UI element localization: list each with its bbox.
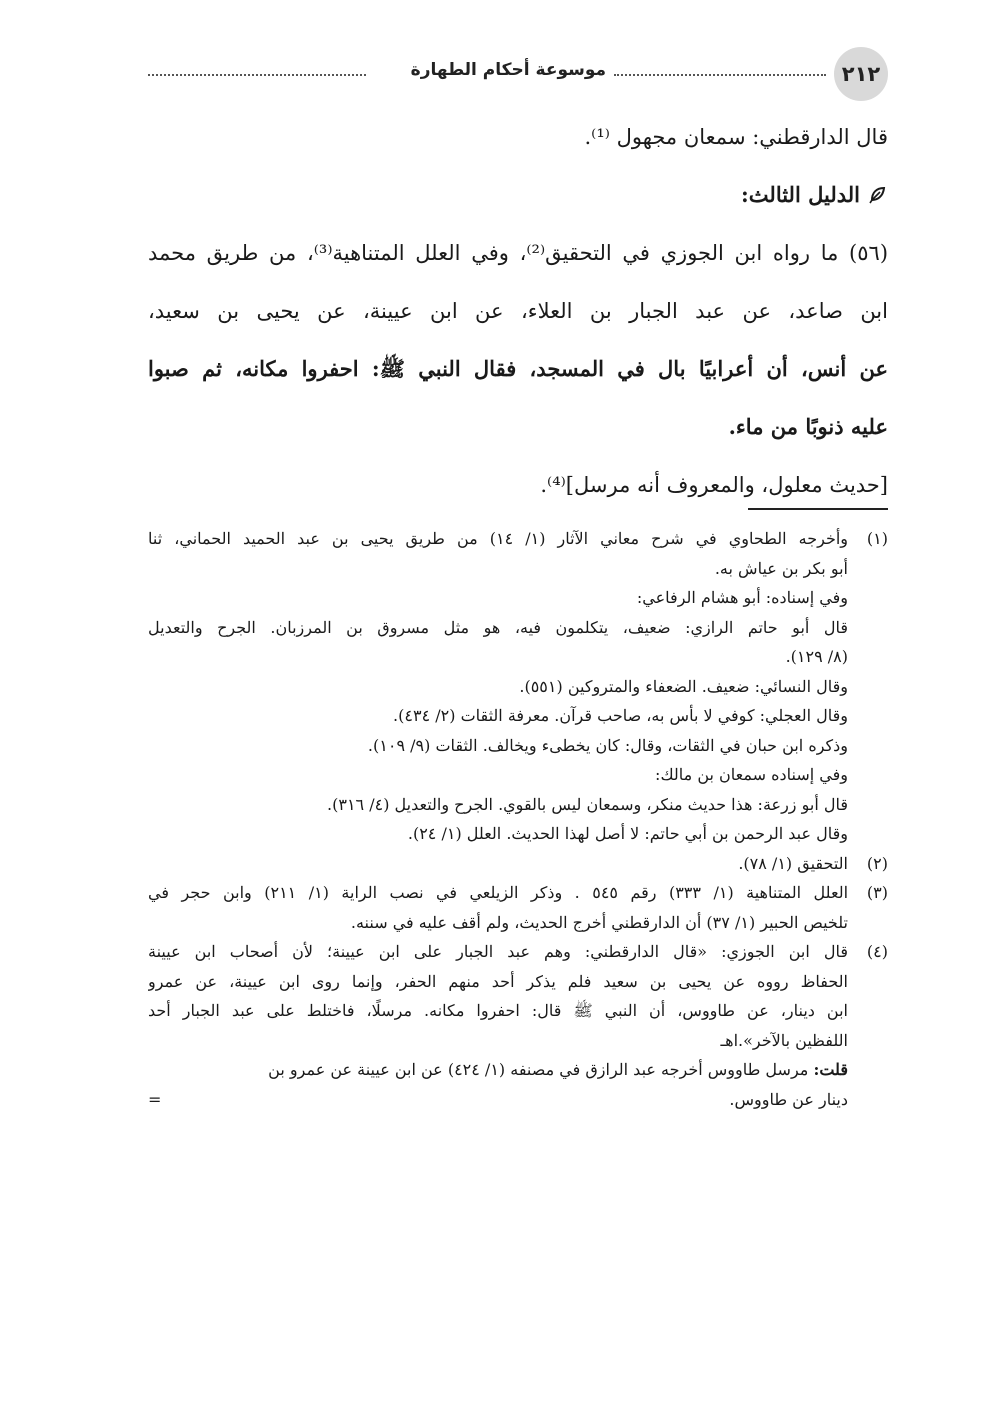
footnote-line <box>148 642 888 672</box>
footnote-text: دينار عن طاووس. <box>729 1089 848 1109</box>
footnote-text: (٨/ ١٢٩). <box>785 647 848 666</box>
footnote-text: الحفاظ رووه عن يحيى بن سعيد فلم يذكر أحد منهم الحفر، وإنما روى ابن عيينة، عن عمرو <box>148 971 848 991</box>
footnote-line <box>148 731 888 761</box>
footnote-text: وقال العجلي: كوفي لا بأس به، صاحب قرآن. معرفة الثقات (٢/ ٤٣٤). <box>393 706 848 725</box>
footnotes <box>148 524 888 1114</box>
footnote-line <box>148 819 888 849</box>
main-text <box>148 108 888 514</box>
footnote-line <box>148 613 888 643</box>
footnote-text <box>148 1055 848 1085</box>
header-dotted-leader-left <box>148 60 366 76</box>
qult-label: قلت: <box>813 1060 848 1079</box>
footnote-separator <box>748 508 888 510</box>
footnote-text: قال أبو حاتم الرازي: ضعيف، يتكلمون فيه، هو مثل مسروق بن المرزبان. الجرح والتعديل <box>148 617 849 637</box>
footnote-text: ابن دينار، عن طاووس، أن النبي ﷺ قال: احفروا مكانه. مرسلًا، فاختلط على عبد الجبار أحد <box>148 1001 849 1020</box>
header-dotted-leader-right <box>614 60 826 76</box>
leaf-ornament-icon <box>868 185 888 205</box>
hadith-text-line: عن أنس، أن أعرابيًا بال في المسجد، فقال النبي ﷺ: احفروا مكانه، ثم صبوا <box>148 356 888 381</box>
footnote-line <box>148 1085 888 1115</box>
footnote-line <box>148 849 888 879</box>
footnote-line <box>148 908 888 938</box>
footnote-number: (٢) <box>866 853 888 873</box>
footnote-text: وذكره ابن حبان في الثقات، وقال: كان يخطىء ويخالف. الثقات (٩/ ١٠٩). <box>367 735 848 755</box>
footnote-line <box>148 554 888 584</box>
running-header-title: موسوعة أحكام الطهارة <box>410 60 606 80</box>
footnote-text: وقال النسائي: ضعيف. الضعفاء والمتروكين (٥٥١). <box>519 676 848 696</box>
footnote-line <box>148 1026 888 1056</box>
footnote-text: قال ابن الجوزي: «قال الدارقطني: وهم عبد الجبار على ابن عيينة؛ لأن أصحاب ابن عيينة <box>148 942 848 961</box>
footnote-line <box>148 967 888 997</box>
footnote-text: وفي إسناده: أبو هشام الرفاعي: <box>636 588 848 607</box>
footnote-text: اللفظين بالآخر».اهـ <box>720 1030 848 1050</box>
footnote-line <box>148 937 888 967</box>
footnote-number: (٤) <box>866 942 888 961</box>
footnote-line <box>148 672 888 702</box>
footnote-number: (١) <box>866 529 888 548</box>
text-line: (٥٦) ما رواه ابن الجوزي في التحقيق⁽²⁾، وفي العلل المتناهية⁽³⁾، من طريق محمد <box>148 241 888 265</box>
verdict-line: [حديث معلول، والمعروف أنه مرسل]⁽⁴⁾. <box>540 473 888 497</box>
footnote-line <box>148 996 888 1026</box>
footnote-text: التحقيق (١/ ٧٨). <box>738 853 848 873</box>
footnote-text: وقال عبد الرحمن بن أبي حاتم: لا أصل لهذا الحديث. العلل (١/ ٢٤). <box>407 824 848 843</box>
footnote-line <box>148 583 888 613</box>
footnote-line <box>148 1055 888 1085</box>
section-heading <box>148 166 888 224</box>
text-line: قال الدارقطني: سمعان مجهول ⁽¹⁾. <box>584 125 888 149</box>
footnote-line <box>148 760 888 790</box>
footnote-text: تلخيص الحبير (١/ ٣٧) أن الدارقطني أخرج الحديث، ولم أقف عليه في سننه. <box>350 912 848 932</box>
footnote-text: أبو بكر بن عياش به. <box>714 558 848 578</box>
footnote-line <box>148 790 888 820</box>
footnote-line <box>148 524 888 554</box>
text-line: ابن صاعد، عن عبد الجبار بن العلاء، عن ابن عيينة، عن يحيى بن سعيد، <box>148 299 888 323</box>
page-number-badge <box>834 47 888 101</box>
footnote-line <box>148 701 888 731</box>
footnote-text: قال أبو زرعة: هذا حديث منكر، وسمعان ليس بالقوي. الجرح والتعديل (٤/ ٣١٦). <box>327 794 848 814</box>
continuation-mark: = <box>148 1089 162 1109</box>
footnote-number: (٣) <box>866 883 888 902</box>
footnote-text: وأخرجه الطحاوي في شرح معاني الآثار (١/ ١٤) من طريق يحيى بن عبد الحميد الحماني، ثنا <box>148 529 849 548</box>
footnote-text: مرسل طاووس أخرجه عبد الرازق في مصنفه (١/ ٤٢٤) عن ابن عيينة عن عمرو بن <box>268 1060 814 1079</box>
footnote-text: وفي إسناده سمعان بن مالك: <box>655 765 848 784</box>
section-heading-text: الدليل الثالث: <box>741 182 860 207</box>
footnote-text: العلل المتناهية (١/ ٣٣٣) رقم ٥٤٥ . وذكر الزيلعي في نصب الراية (١/ ٢١١) وابن حجر في <box>148 883 849 902</box>
hadith-text-line: عليه ذنوبًا من ماء. <box>728 414 888 439</box>
footnote-line <box>148 878 888 908</box>
page-number: ٢١٢ <box>841 62 881 86</box>
